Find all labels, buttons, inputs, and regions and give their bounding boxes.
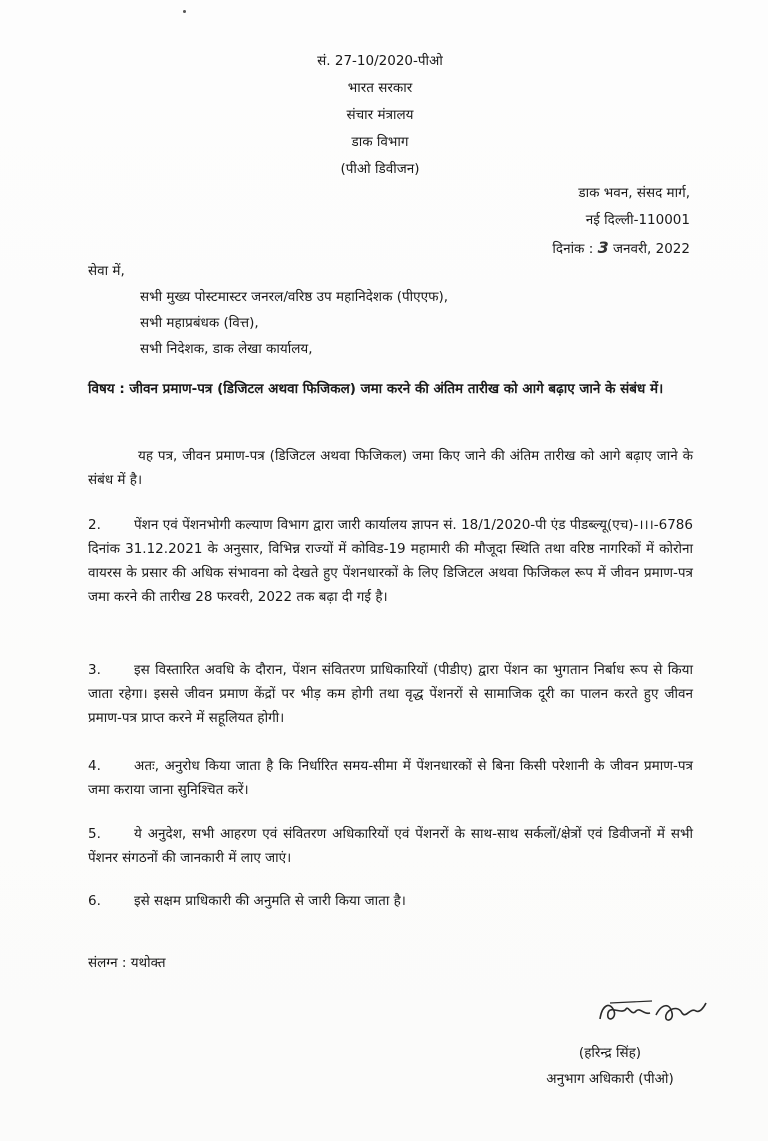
paragraph-number: 6. [88, 893, 101, 909]
date-month-year: जनवरी, 2022 [613, 241, 690, 257]
letter-date [460, 234, 690, 261]
recipient-line: सभी निदेशक, डाक लेखा कार्यालय, [140, 341, 313, 357]
recipient-line: सभी महाप्रबंधक (वित्त), [140, 315, 259, 331]
paragraph-2 [88, 513, 693, 609]
addressee-block [88, 258, 688, 362]
signatory-designation: अनुभाग अधिकारी (पीओ) [546, 1071, 674, 1087]
date-day: 3 [597, 238, 609, 257]
paragraph-number: 3. [88, 662, 101, 678]
paragraph-3 [88, 658, 693, 730]
salutation: सेवा में, [88, 263, 125, 279]
paragraph-number: 2. [88, 517, 101, 533]
recipient-line: सभी मुख्य पोस्टमास्टर जनरल/वरिष्ठ उप महानिदेशक (पीएएफ), [140, 289, 449, 305]
government-name: भारत सरकार [347, 80, 413, 96]
address-building: डाक भवन, संसद मार्ग, [578, 185, 690, 201]
paragraph-6 [88, 889, 693, 913]
intro-paragraph: यह पत्र, जीवन प्रमाण-पत्र (डिजिटल अथवा फिजिकल) जमा किए जाने की अंतिम तारीख को आगे बढ़ाए जाने के संबंध में है। [88, 448, 693, 488]
paragraph-5 [88, 822, 693, 870]
letter-heading [260, 48, 500, 183]
sender-address [460, 180, 690, 261]
paragraph-text: इसे सक्षम प्राधिकारी की अनुमति से जारी किया जाता है। [134, 893, 406, 909]
scan-mark [183, 10, 186, 13]
signatory-block [520, 1040, 700, 1092]
signatory-name: (हरिन्द्र सिंह) [578, 1045, 642, 1061]
paragraph-text: इस विस्तारित अवधि के दौरान, पेंशन संवितरण प्राधिकारियों (पीडीए) द्वारा पेंशन का भुगतान निर्बाध रूप से किया जाता रहेगा। इससे जीवन प्रमाण केंद्रों पर भीड़ कम होगी तथा वृद्ध पेंशनरों से सामाजिक दूरी का पालन करते हुए जीवन प्रमाण-पत्र प्राप्त करने में सहूलियत होगी। [88, 662, 693, 726]
subject-line: विषय : जीवन प्रमाण-पत्र (डिजिटल अथवा फिजिकल) जमा करने की अंतिम तारीख को आगे बढ़ाए जाने के संबंध में। [88, 381, 664, 397]
enclosure-note: संलग्न : यथोक्त [88, 955, 166, 971]
paragraph-text: अतः, अनुरोध किया जाता है कि निर्धारित समय-सीमा में पेंशनधारकों से बिना किसी परेशानी के जीवन प्रमाण-पत्र जमा कराया जाना सुनिश्चित करें। [88, 758, 693, 798]
ministry-name: संचार मंत्रालय [346, 107, 414, 123]
paragraph-number: 4. [88, 758, 101, 774]
paragraph-number: 5. [88, 826, 101, 842]
division-name: (पीओ डिवीजन) [340, 161, 420, 177]
date-label: दिनांक : [552, 241, 594, 257]
department-name: डाक विभाग [351, 134, 409, 150]
recipient-list [88, 284, 688, 362]
handwritten-signature [592, 995, 712, 1031]
reference-number: सं. 27-10/2020-पीओ [317, 53, 443, 69]
address-city: नई दिल्ली-110001 [585, 212, 690, 228]
paragraph-text: ये अनुदेश, सभी आहरण एवं संवितरण अधिकारियों एवं पेंशनरों के साथ-साथ सर्कलों/क्षेत्रों एवं डिवीजनों में सभी पेंशनर संगठनों की जानकारी में लाए जाएं। [88, 826, 693, 866]
paragraph-text: पेंशन एवं पेंशनभोगी कल्याण विभाग द्वारा जारी कार्यालय ज्ञापन सं. 18/1/2020-पी एंड पीडब्ल्यू(एच)-।।।-6786 दिनांक 31.12.2021 के अनुसार, विभिन्न राज्यों में कोविड-19 महामारी की मौजूदा स्थिति तथा वरिष्ठ नागरिकों में कोरोना वायरस के प्रसार की अधिक संभावना को देखते हुए पेंशनधारकों के लिए डिजिटल अथवा फिजिकल रूप में जीवन प्रमाण-पत्र जमा करने की तारीख 28 फरवरी, 2022 तक बढ़ा दी गई है। [88, 517, 693, 605]
paragraph-4 [88, 754, 693, 802]
